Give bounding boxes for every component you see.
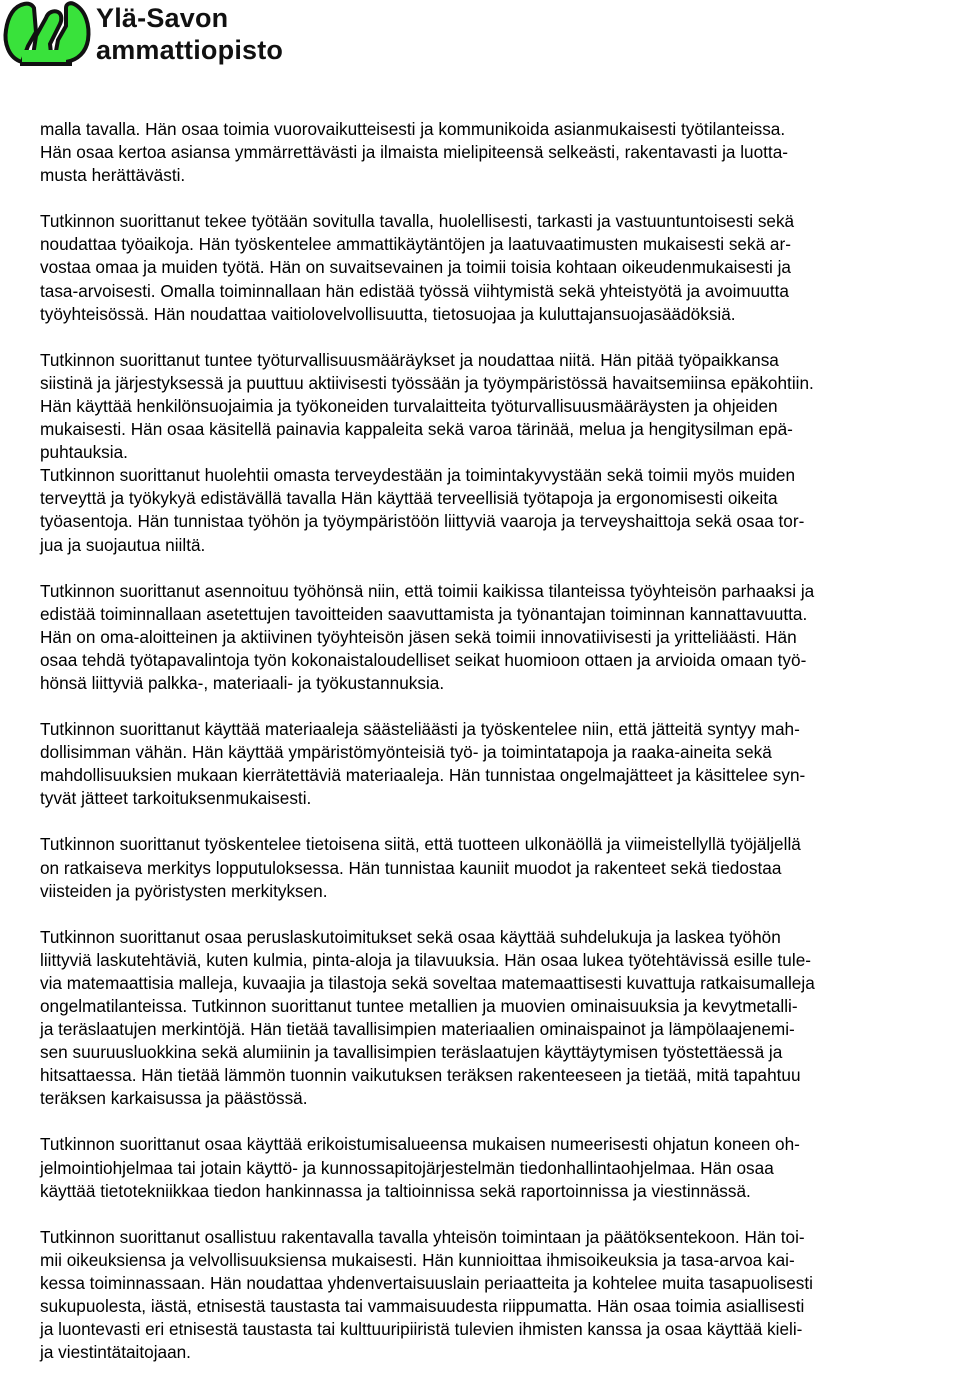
logo-line-2: ammattiopisto (96, 35, 284, 65)
yla-savon-logo-icon (2, 0, 92, 66)
paragraph-7: Tutkinnon suorittanut työskentelee tietoisena siitä, että tuotteen ulkonäöllä ja viimeistellyllä työjäljellä on ratkaiseva merkitys lopputuloksessa. Hän tunnistaa kauniit muodot ja rakenteet sekä tiedostaa viisteiden ja pyöristysten merkityksen. (40, 834, 801, 901)
paragraph-10: Tutkinnon suorittanut osallistuu rakentavalla tavalla yhteisön toimintaan ja päätöksentekoon. Hän toi- mii oikeuksiensa ja velvollisuuksiensa mukaisesti. Hän kunnioittaa ihmisoikeuksia ja tasa-arvoa kai- kessa toiminnassaan. Hän noudattaa yhdenvertaisuuslain periaatteita ja kohtelee muita tasapuolisesti sukupuolesta, iästä, etnisestä taustasta tai vammaisuudesta riippumatta. Hän osaa toimia asiallisesti ja luontevasti eri etnisestä taustasta tai kulttuuripiiristä tulevien ihmisten kanssa ja osaa käyttää kieli- ja viestintätaitojaan. (40, 1226, 813, 1363)
paragraph-4: Tutkinnon suorittanut huolehtii omasta terveydestään ja toimintakyvystään sekä toimii myös muiden terveyttä ja työkykyä edistävällä tavalla Hän käyttää terveellisiä työtapoja ja ergonomisesti oikeita työasentoja. Hän tunnistaa työhön ja työympäristöön liittyviä vaaroja ja terveyshaittoja sekä osaa tor- jua ja suojautua niiltä. (40, 465, 805, 555)
paragraph-9: Tutkinnon suorittanut osaa käyttää erikoistumisalueensa mukaisen numeerisesti ohjatun koneen oh- jelmointiohjelmaa tai jotain käyttö- ja kunnossapitojärjestelmän tiedonhallintaohjelmaa. Hän osaa käyttää tietotekniikkaa tiedon hankinnassa ja taltioinnissa sekä raportoinnissa ja viestinnässä. (40, 1134, 800, 1201)
paragraph-2: Tutkinnon suorittanut tekee työtään sovitulla tavalla, huolellisesti, tarkasti ja vastuuntuntoisesti sekä noudattaa työaikoja. Hän työskentelee ammattikäytäntöjen ja laatuvaatimusten mukaisesti sekä ar- vostaa omaa ja muiden työtä. Hän on suvaitsevainen ja toimii toisia kohtaan oikeudenmukaisesti ja tasa-arvoisesti. Omalla toiminnallaan hän edistää työssä viihtymistä sekä yhteistyötä ja avoimuutta työyhteisössä. Hän noudattaa vaitiolovelvollisuutta, tietosuojaa ja kuluttajansuojasäädöksiä. (40, 211, 795, 324)
logo-line-1: Ylä-Savon (96, 3, 229, 33)
paragraph-8: Tutkinnon suorittanut osaa peruslaskutoimitukset sekä osaa käyttää suhdelukuja ja laskea työhön liittyviä laskutehtäviä, kuten kulmia, pinta-aloja ja tilavuuksia. Hän osaa lukea työtehtävissä esille tule- via matemaattisia malleja, kuvaajia ja tilastoja sekä soveltaa matemaattisesti kuvattuja ratkaisumalleja ongelmatilanteissa. Tutkinnon suorittanut tuntee metallien ja muovien ominaisuuksia ja kevytmetalli- ja teräslaatujen merkintöjä. Hän tietää tavallisimpien materiaalien ominaispainot ja lämpölaajenemi- sen suuruusluokkina sekä alumiinin ja tavallisimpien teräslaatujen käyttäytymisen työstettäessä ja hitsattaessa. Hän tietää lämmön tuonnin vaikutuksen teräksen rakenteeseen ja tietää, mitä tapahtuu teräksen karkaisussa ja päästössä. (40, 926, 815, 1109)
paragraph-5: Tutkinnon suorittanut asennoituu työhönsä niin, että toimii kaikissa tilanteissa työyhteisön parhaaksi ja edistää toiminnallaan asetettujen tavoitteiden saavuttamista ja työnantajan toiminnan kannattavuutta. Hän on oma-aloitteinen ja aktiivinen työyhteisön jäsen sekä toimii innovatiivisesti ja yritteliäästi. Hän osaa tehdä työtapavalintoja työn kokonaistaloudelliset seikat huomioon ottaen ja arvioida omaan työ- hönsä liittyviä palkka-, materiaali- ja työkustannuksia. (40, 580, 815, 693)
paragraph-6: Tutkinnon suorittanut käyttää materiaaleja säästeliäästi ja työskentelee niin, että jätteitä syntyy mah- dollisimman vähän. Hän käyttää ympäristömyönteisiä työ- ja toimintatapoja ja raaka-aineita sekä mahdollisuuksien mukaan kierrätettäviä materiaaleja. Hän tunnistaa ongelmajätteet ja käsittelee syn- tyvät jätteet tarkoituksenmukaisesti. (40, 719, 806, 809)
logo-text (96, 2, 283, 66)
paragraph-3: Tutkinnon suorittanut tuntee työturvallisuusmääräykset ja noudattaa niitä. Hän pitää työpaikkansa siistinä ja järjestyksessä ja puuttuu aktiivisesti työssään ja työympäristössä havaitsemiinsa epäkohtiin. Hän käyttää henkilönsuojaimia ja työkoneiden turvalaitteita työturvallisuusmääräysten ja ohjeiden mukaisesti. Hän osaa käsitellä painavia kappaleita sekä varoa tärinää, melua ja hengitysilman epä- puhtauksia. (40, 349, 814, 463)
document-body (40, 118, 960, 1387)
header-logo (0, 0, 300, 70)
paragraph-1: malla tavalla. Hän osaa toimia vuorovaikutteisesti ja kommunikoida asianmukaisesti työtilanteissa. Hän osaa kertoa asiansa ymmärrettävästi ja ilmaista mielipiteensä selkeästi, rakentavasti ja luotta- musta herättävästi. (40, 119, 788, 186)
